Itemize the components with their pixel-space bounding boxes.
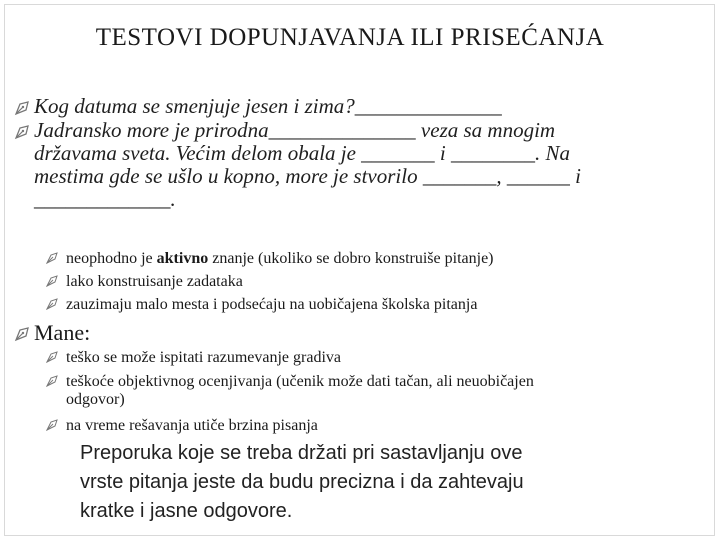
feather-icon [46,298,58,310]
feather-icon [46,275,58,287]
recommendation-paragraph [80,439,524,526]
disadvantages-heading: Mane: [34,320,91,345]
pen-nib-icon [14,124,30,140]
advantage-item-2: lako konstruisanje zadataka [66,273,243,290]
question-item-2-line: Jadransko more je prirodna______________ veza sa mnogim [34,118,556,142]
recommendation-line: vrste pitanja jeste da budu precizna i da zahtevaju [80,471,524,493]
feather-icon [46,252,58,264]
advantage-item-1 [66,250,494,268]
recommendation-line: Preporuka koje se treba držati pri sastavljanju ove [80,442,523,464]
question-item-2-line: mestima gde se ušlo u kopno, more je stvorilo _______, ______ i [34,164,581,188]
feather-icon [46,375,58,387]
question-item-2 [34,119,581,211]
disadvantage-item-3: na vreme rešavanja utiče brzina pisanja [66,417,318,434]
disadvantage-item-2 [66,373,534,409]
advantage-keyword: aktivno [156,250,209,267]
recommendation-line: kratke i jasne odgovore. [80,500,293,522]
pen-nib-icon [14,326,30,342]
question-item-1: Kog datuma se smenjuje jesen i zima?______________ [34,94,502,118]
pen-nib-icon [14,100,30,116]
advantage-text: znanje (ukoliko se dobro konstruiše pitanje) [208,250,494,267]
slide-title: TESTOVI DOPUNJAVANJA ILI PRISEĆANJA [95,24,605,51]
question-item-2-line: _____________. [34,187,176,211]
disadvantage-line: odgovor) [66,391,125,408]
feather-icon [46,419,58,431]
disadvantage-item-1: teško se može ispitati razumevanje gradiva [66,349,342,366]
question-item-2-line: državama sveta. Većim delom obala je _______ i ________. Na [34,141,571,165]
feather-icon [46,351,58,363]
advantage-item-3: zauzimaju malo mesta i podsećaju na uobičajena školska pitanja [66,296,478,313]
advantage-text: neophodno je [66,250,157,267]
disadvantage-line: teškoće objektivnog ocenjivanja (učenik može dati tačan, ali neuobičajen [66,373,534,390]
